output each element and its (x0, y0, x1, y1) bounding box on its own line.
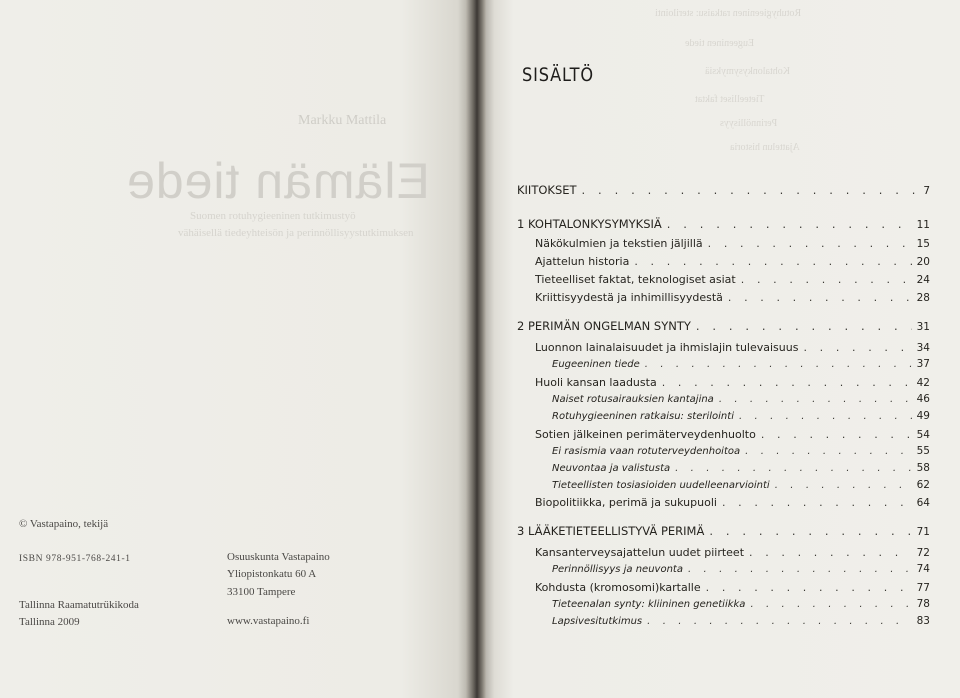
toc-entry-page-number: 31 (916, 321, 930, 333)
toc-dot-leader (761, 428, 912, 441)
toc-entry-page-number: 71 (916, 526, 930, 538)
toc-entry-page-number: 58 (916, 462, 930, 474)
toc-dot-leader (803, 341, 911, 354)
toc-entry-page-number: 54 (916, 429, 930, 441)
toc-entry-title: Huoli kansan laadusta (535, 376, 657, 389)
toc-entry-page-number: 15 (916, 238, 930, 250)
toc-entry-page-number: 34 (916, 342, 930, 354)
toc-dot-leader (667, 217, 912, 231)
toc-entry-title: Rotuhygieeninen ratkaisu: sterilointi (552, 411, 734, 422)
show-through-line: Perinnöllisyys (720, 118, 778, 129)
toc-entry (535, 291, 930, 306)
toc-dot-leader (749, 546, 912, 559)
toc-entry-page-number: 37 (916, 358, 930, 370)
show-through-title: Elämän tiede (126, 153, 430, 209)
toc-entry-title: Eugeeninen tiede (552, 359, 640, 370)
toc-entry-title: Ajattelun historia (535, 255, 630, 268)
toc-entry-title: Luonnon lainalaisuudet ja ihmislajin tulevaisuus (535, 341, 799, 354)
toc-entry (552, 393, 930, 408)
printer-place-year: Tallinna 2009 (19, 616, 80, 628)
toc-entry-title: Sotien jälkeinen perimäterveydenhuolto (535, 428, 756, 441)
toc-entry (535, 376, 930, 391)
toc-entry (552, 479, 930, 494)
toc-dot-leader (728, 291, 912, 304)
toc-entry-title: Näkökulmien ja tekstien jäljillä (535, 237, 703, 250)
left-page (0, 0, 472, 698)
toc-entry-page-number: 72 (916, 547, 930, 559)
toc-entry (552, 615, 930, 630)
show-through-subtitle: vähäisellä tiedeyhteisön ja perinnöllisyystutkimuksen (178, 227, 414, 239)
toc-entry-page-number: 46 (916, 393, 930, 405)
toc-entry-page-number: 77 (916, 582, 930, 594)
isbn-line: ISBN 978-951-768-241-1 (19, 554, 131, 564)
toc-entry-page-number: 62 (916, 479, 930, 491)
toc-dot-leader (739, 411, 912, 422)
toc-entry-title: Kriittisyydestä ja inhimillisyydestä (535, 291, 723, 304)
show-through-author: Markku Mattila (298, 113, 387, 128)
toc-entry-page-number: 83 (916, 615, 930, 627)
toc-entry (535, 273, 930, 288)
toc-entry (535, 428, 930, 443)
toc-entry-title: Biopolitiikka, perimä ja sukupuoli (535, 496, 717, 509)
toc-entry-title: Tieteenalan synty: kliininen genetiikka (552, 599, 746, 610)
toc-entry-page-number: 20 (916, 256, 930, 268)
toc-entry-title: Naiset rotusairauksien kantajina (552, 394, 714, 405)
toc-entry (517, 183, 930, 198)
toc-entry-title: 2 PERIMÄN ONGELMAN SYNTY (517, 319, 691, 333)
toc-entry (517, 524, 930, 539)
toc-dot-leader (647, 616, 911, 627)
toc-entry (535, 237, 930, 252)
toc-entry-title: 1 KOHTALONKYSYMYKSIÄ (517, 217, 662, 231)
show-through-line: Rotuhygieeninen ratkaisu: sterilointi (655, 8, 802, 19)
toc-entry (535, 341, 930, 356)
toc-dot-leader (582, 183, 919, 197)
toc-dot-leader (688, 564, 912, 575)
toc-entry (535, 546, 930, 561)
toc-entry (552, 358, 930, 373)
toc-entry (535, 255, 930, 270)
publisher-website: www.vastapaino.fi (227, 615, 310, 627)
toc-dot-leader (745, 446, 911, 457)
toc-entry-title: Perinnöllisyys ja neuvonta (552, 564, 683, 575)
toc-dot-leader (634, 255, 911, 268)
toc-entry-page-number: 28 (916, 292, 930, 304)
toc-entry-title: Ei rasismia vaan rotuterveydenhoitoa (552, 446, 741, 457)
toc-entry (517, 217, 930, 232)
toc-entry (552, 462, 930, 477)
toc-entry-title: Kansanterveysajattelun uudet piirteet (535, 546, 745, 559)
toc-dot-leader (775, 480, 912, 491)
toc-entry-page-number: 64 (916, 497, 930, 509)
toc-dot-leader (741, 273, 912, 286)
printer-name: Tallinna Raamatutrükikoda (19, 599, 139, 611)
toc-dot-leader (708, 237, 912, 250)
toc-dot-leader (675, 463, 912, 474)
show-through-line: Ajattelun historia (730, 142, 800, 153)
show-through-line: Eugeeninen tiede (685, 38, 755, 49)
toc-entry-title: Kohdusta (kromosomi)kartalle (535, 581, 701, 594)
toc-entry (535, 581, 930, 596)
toc-entry-title: 3 LÄÄKETIETEELLISTYVÄ PERIMÄ (517, 524, 705, 538)
show-through-line: Kohtalonkysymyksiä (705, 66, 790, 77)
copyright-line: © Vastapaino, tekijä (19, 518, 109, 530)
publisher-name: Osuuskunta Vastapaino (227, 551, 330, 563)
toc-dot-leader (696, 319, 912, 333)
page-title: SISÄLTÖ (522, 64, 594, 86)
toc-entry-page-number: 49 (916, 410, 930, 422)
toc-entry-page-number: 78 (916, 598, 930, 610)
toc-dot-leader (750, 599, 911, 610)
right-page (480, 0, 960, 698)
toc-entry (517, 319, 930, 334)
toc-entry-title: KIITOKSET (517, 183, 577, 197)
publisher-street: Yliopistonkatu 60 A (227, 568, 317, 580)
toc-dot-leader (706, 581, 912, 594)
toc-entry-title: Neuvontaa ja valistusta (552, 463, 671, 474)
toc-dot-leader (662, 376, 912, 389)
toc-entry (552, 563, 930, 578)
toc-dot-leader (709, 524, 911, 538)
show-through-subtitle: Suomen rotuhygieeninen tutkimustyö (190, 210, 356, 222)
toc-entry (552, 445, 930, 460)
publisher-city: 33100 Tampere (227, 586, 296, 598)
toc-dot-leader (645, 359, 912, 370)
toc-entry-page-number: 24 (916, 274, 930, 286)
show-through-line: Tieteelliset faktat (695, 94, 765, 105)
toc-entry (552, 410, 930, 425)
toc-entry-page-number: 7 (923, 185, 930, 197)
toc-entry-title: Tieteelliset faktat, teknologiset asiat (535, 273, 736, 286)
toc-entry-page-number: 74 (916, 563, 930, 575)
toc-dot-leader (719, 394, 912, 405)
toc-entry-title: Tieteellisten tosiasioiden uudelleenarviointi (552, 480, 770, 491)
book-gutter (466, 0, 486, 698)
toc-entry-page-number: 42 (916, 377, 930, 389)
toc-entry-title: Lapsivesitutkimus (552, 616, 643, 627)
toc-entry (535, 496, 930, 511)
toc-entry (552, 598, 930, 613)
toc-entry-page-number: 11 (916, 219, 930, 231)
toc-dot-leader (722, 496, 912, 509)
toc-entry-page-number: 55 (916, 445, 930, 457)
